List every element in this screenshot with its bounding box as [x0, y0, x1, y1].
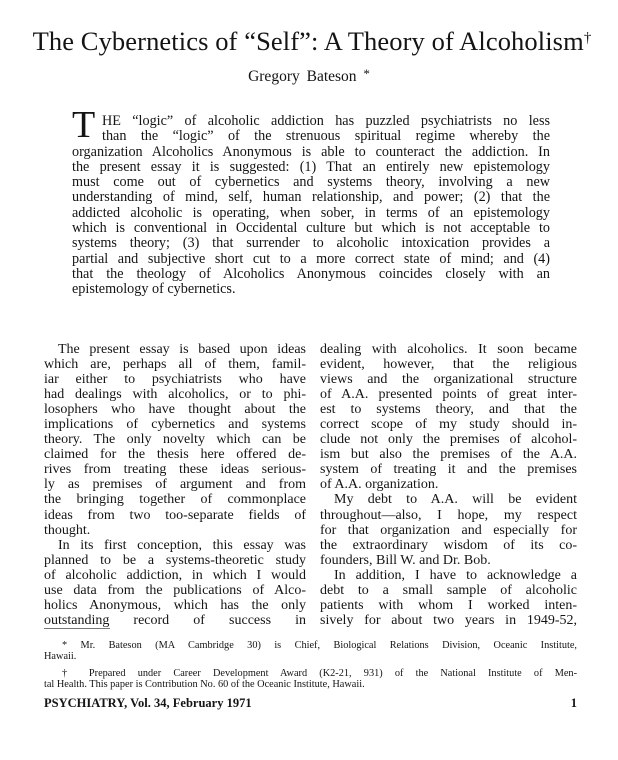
- footnote: [44, 641, 577, 662]
- footnote-divider: [44, 628, 110, 629]
- paragraph: [320, 492, 577, 567]
- abstract-line: HE “logic” of alcoholic addiction has puzzled psychiatrists no less: [102, 113, 550, 129]
- drop-cap: T: [72, 104, 96, 146]
- body-line: the extraordinary wisdom of its co-: [320, 537, 577, 553]
- body-line: clude not only the premises of alcohol-: [320, 432, 577, 448]
- body-line: ism but also the premises of the A.A.: [320, 447, 577, 463]
- body-column-left: [44, 342, 306, 628]
- body-line: iar either to psychiatrists who have: [44, 372, 306, 388]
- body-line: the bringing together of commonplace: [44, 492, 306, 508]
- body-line: implications of cybernetics and systems: [44, 417, 306, 433]
- body-line: thought.: [44, 522, 91, 538]
- body-line: My debt to A.A. will be evident: [334, 492, 577, 508]
- author-name: Gregory Bateson: [248, 68, 357, 85]
- title-footnote-mark: †: [583, 30, 592, 46]
- abstract-line: epistemology of cybernetics.: [72, 281, 236, 298]
- body-line: In its first conception, this essay was: [58, 537, 306, 553]
- abstract-line: that the theology of Alcoholics Anonymous coincides closely with an: [72, 265, 550, 282]
- footnote-line: Hawaii.: [44, 650, 77, 662]
- abstract-line: understanding of mind, self, human relationship, and power; (2) that the: [72, 189, 550, 206]
- paragraph: [320, 342, 577, 492]
- body-line: had dealings with alcoholics, or to phi-: [44, 387, 306, 403]
- footnote: [44, 669, 577, 690]
- body-line: debt to a small sample of alcoholic: [320, 582, 577, 598]
- author-footnote-mark: *: [363, 66, 370, 81]
- body-line: views and the organizational structure: [320, 372, 577, 388]
- body-line: losophers who have thought about the: [44, 402, 306, 418]
- body-line: evident, however, that the religious: [320, 357, 577, 373]
- footnotes: [44, 641, 577, 697]
- author-byline: [0, 64, 618, 87]
- body-line: The present essay is based upon ideas: [58, 342, 306, 357]
- article-title: [30, 22, 594, 57]
- footnote-line: † Prepared under Career Development Award (K2-21, 931) of the National Institute of Men-: [62, 668, 577, 679]
- body-line: In addition, I have to acknowledge a: [334, 567, 577, 583]
- body-line: correct scope of my study should in-: [320, 417, 577, 433]
- body-line: ly as premises of argument and from: [44, 477, 306, 493]
- body-line: est to systems theory, and that the: [320, 402, 577, 418]
- abstract-line: the present essay it is suggested: (1) That an entirely new epistemology: [72, 158, 550, 175]
- body-line: system of treating it and the premises: [320, 462, 577, 478]
- body-line: ideas from two too-separate fields of: [44, 507, 306, 523]
- page-number: 1: [570, 696, 577, 710]
- body-line: planned to be a systems-theoretic study: [44, 552, 306, 568]
- body-line: of A.A. organization.: [320, 477, 439, 493]
- body-line: outstanding record of success in: [44, 612, 306, 628]
- abstract-line: organization Alcoholics Anonymous is able to counteract the addiction. In: [72, 143, 550, 160]
- paragraph: [320, 568, 577, 628]
- paragraph: [44, 538, 306, 628]
- abstract-line: than the “logic” of the strenuous spiritual regime whereby the: [102, 128, 550, 145]
- page-footer: [44, 696, 577, 711]
- footnote-line: * Mr. Bateson (MA Cambridge 30) is Chief, Biological Relations Division, Oceanic Institute,: [62, 640, 577, 651]
- footnote-line: tal Health. This paper is Contribution No. 60 of the Oceanic Institute, Hawaii.: [44, 678, 365, 690]
- body-line: theory. The only novelty which can be: [44, 432, 306, 448]
- article-title-text: The Cybernetics of “Self”: A Theory of Alcoholism: [32, 26, 584, 56]
- body-line: which are, perhaps all of them, famil-: [44, 357, 306, 373]
- abstract-line: which is conventional in Occidental culture but which is not acceptable to: [72, 220, 550, 237]
- body-line: sively for about two years in 1949-52,: [320, 612, 577, 628]
- abstract: [72, 114, 550, 298]
- body-line: of A.A. presented points of great inter-: [320, 387, 577, 403]
- abstract-line: addicted alcoholic is operating, when sober, in terms of an epistemology: [72, 204, 550, 221]
- body-line: founders, Bill W. and Dr. Bob.: [320, 552, 491, 568]
- body-line: of alcoholic addiction, in which I would: [44, 567, 306, 583]
- body-line: rives from treating these ideas serious-: [44, 462, 306, 478]
- abstract-line: systems theory; (3) that surrender to alcoholic intoxication provides a: [72, 235, 550, 252]
- journal-citation: PSYCHIATRY, Vol. 34, February 1971: [44, 696, 252, 710]
- body-line: dealing with alcoholics. It soon became: [320, 342, 577, 357]
- body-column-right: [320, 342, 577, 628]
- body-line: patients with whom I worked inten-: [320, 597, 577, 613]
- paragraph: [44, 342, 306, 538]
- body-line: claimed for the thesis here offered de-: [44, 447, 306, 463]
- body-line: holics Anonymous, which has the only: [44, 597, 306, 613]
- abstract-line: must come out of cybernetics and systems theory, involving a new: [72, 174, 550, 191]
- body-line: throughout—also, I hope, my respect: [320, 507, 577, 523]
- body-line: use data from the publications of Alco-: [44, 582, 306, 598]
- abstract-line: partial and subjective short cut to a more correct state of mind; and (4): [72, 250, 550, 267]
- body-line: for that organization and especially for: [320, 522, 577, 538]
